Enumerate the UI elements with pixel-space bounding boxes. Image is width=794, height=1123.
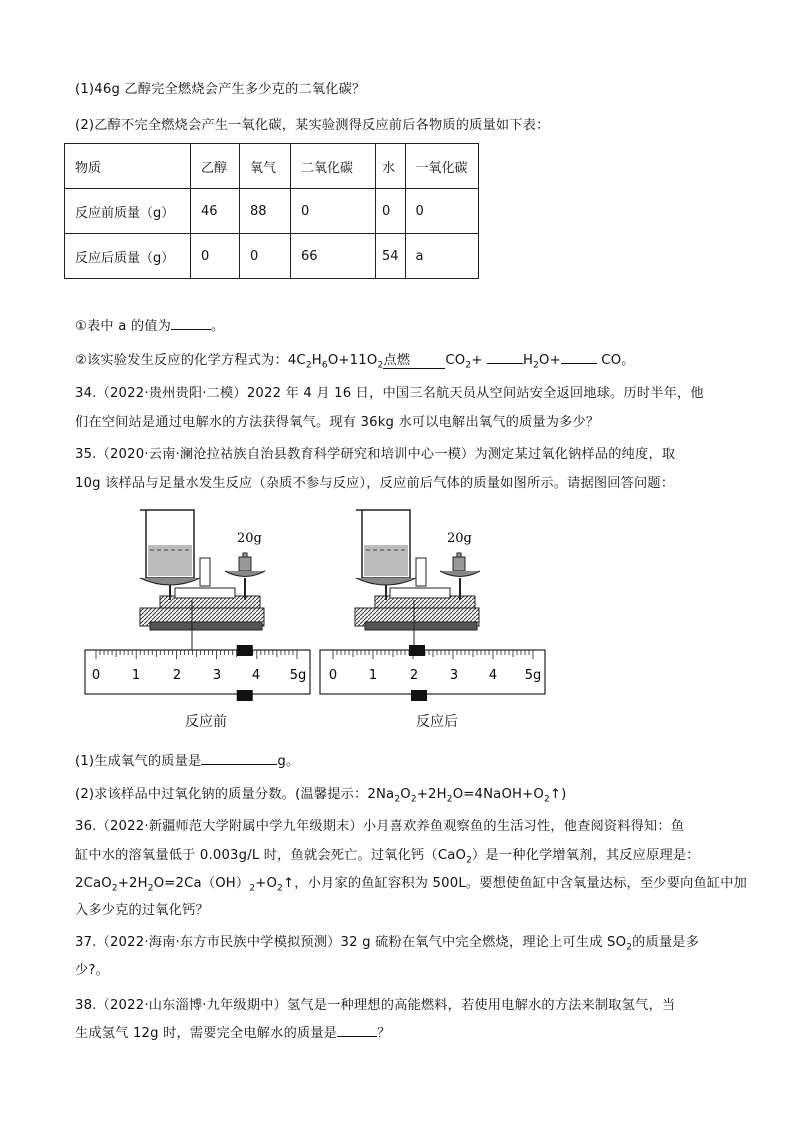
- tick-label: 3: [449, 668, 459, 683]
- question-36-line-1: 36.（2022·新疆师范大学附属中学九年级期末）小月喜欢养鱼观察鱼的生活习性，他查阅资料得知：鱼: [75, 819, 685, 834]
- table-cell: 水: [376, 144, 406, 189]
- question-part-1: (1)46g 乙醇完全燃烧会产生多少克的二氧化碳？: [75, 82, 366, 97]
- beaker-icon: [356, 510, 410, 578]
- table-cell: 一氧化碳: [405, 144, 478, 189]
- sub-question-1: ①表中 a 的值为 。: [75, 319, 225, 334]
- rider-bottom-marker: [411, 690, 427, 701]
- mass-table: [64, 143, 479, 279]
- beaker-icon: [140, 510, 194, 578]
- tick-label: 2: [172, 668, 182, 683]
- question-38-line-2: 生成氢气 12g 时，需要完全电解水的质量是 ？: [75, 1026, 391, 1041]
- tick-label: 0: [91, 668, 101, 683]
- table-cell: 二氧化碳: [291, 144, 376, 189]
- table-cell: a: [405, 234, 478, 279]
- tick-label: 1: [131, 668, 141, 683]
- tick-label: 0: [328, 668, 338, 683]
- table-cell: 46: [191, 189, 240, 234]
- tick-label: 2: [409, 668, 419, 683]
- tick-label: 3: [212, 668, 222, 683]
- table-cell: 反应后质量（g）: [65, 234, 191, 279]
- weight-icon: [239, 557, 251, 571]
- tick-label: 5g: [524, 668, 542, 683]
- question-35-part-1: (1)生成氧气的质量是 g。: [75, 754, 300, 769]
- table-cell: 物质: [65, 144, 191, 189]
- question-part-2: (2)乙醇不完全燃烧会产生一氧化碳，某实验测得反应前后各物质的质量如下表：: [75, 118, 550, 133]
- question-35-line-1: 35.（2020·云南·澜沧拉祜族自治县教育科学研究和培训中心一模）为测定某过氧化钠样品的纯度，取: [75, 447, 676, 462]
- sub-question-2-equation: ②该实验发生反应的化学方程式为：$4C_2H_6O+11O_2$点燃 $CO_2+ H_2O+$ CO。: [75, 349, 635, 371]
- table-header-row: [65, 144, 479, 189]
- question-37-line-2: 少?。: [75, 963, 109, 978]
- scale-ruler-before: [85, 645, 310, 701]
- reaction-condition: 点燃: [383, 349, 445, 369]
- question-37-line-1: 37.（2022·海南·东方市民族中学模拟预测）32 g 硫粉在氧气中完全燃烧，理论上可生成 $SO_2$的质量是多: [75, 935, 700, 953]
- scale-ruler-after: [320, 645, 545, 701]
- table-cell: 54: [376, 234, 406, 279]
- question-34-line-1: 34.（2022·贵州贵阳·二模）2022 年 4 月 16 日，中国三名航天员从空间站安全返回地球。历时半年，他: [75, 386, 704, 401]
- question-35-part-2: (2)求该样品中过氧化钠的质量分数。(温馨提示：$2Na_2O_2+2H_2O=4NaOH+O_2↑$): [75, 787, 567, 805]
- tick-label: 4: [251, 668, 261, 683]
- question-36-line-3: $2CaO_2+2H_2O=2Ca(OH)_2+O_2↑$，小月家的鱼缸容积为 500L。要想使鱼缸中含氧量达标，至少要向鱼缸中加: [75, 876, 748, 894]
- table-cell: 氧气: [240, 144, 291, 189]
- table-cell: 0: [240, 234, 291, 279]
- tick-label: 4: [488, 668, 498, 683]
- table-cell: 88: [240, 189, 291, 234]
- rider-top-marker: [237, 645, 253, 656]
- question-36-line-2: 缸中水的溶氧量低于 0.003g/L 时，鱼就会死亡。过氧化钙（CaO$_2$）是一种化学增氧剂，其反应原理是：: [75, 848, 700, 866]
- table-cell: 66: [291, 234, 376, 279]
- caption-after: 反应后: [416, 714, 458, 730]
- table-cell: 0: [405, 189, 478, 234]
- table-cell: 反应前质量（g）: [65, 189, 191, 234]
- table-cell: 0: [376, 189, 406, 234]
- weight-label: 20g: [237, 531, 262, 546]
- balance-figure: [0, 500, 794, 740]
- tick-label: 1: [368, 668, 378, 683]
- question-36-line-4: 入多少克的过氧化钙？: [75, 903, 209, 918]
- balance-before: [140, 510, 265, 660]
- tick-label: 5g: [289, 668, 307, 683]
- table-cell: 乙醇: [191, 144, 240, 189]
- balance-after: [355, 510, 480, 650]
- table-cell: 0: [191, 234, 240, 279]
- weight-icon: [453, 557, 465, 571]
- rider-top-marker: [409, 645, 425, 656]
- table-row: [65, 234, 479, 279]
- rider-bottom-marker: [237, 690, 253, 701]
- caption-before: 反应前: [185, 714, 227, 730]
- table-row: [65, 189, 479, 234]
- weight-label: 20g: [447, 531, 472, 546]
- question-38-line-1: 38.（2022·山东淄博·九年级期中）氢气是一种理想的高能燃料，若使用电解水的方法来制取氢气，当: [75, 998, 676, 1013]
- question-35-line-2: 10g 该样品与足量水发生反应（杂质不参与反应），反应前后气体的质量如图所示。请据图回答问题：: [75, 476, 675, 491]
- question-34-line-2: 们在空间站是通过电解水的方法获得氧气。现有 36kg 水可以电解出氧气的质量为多少？: [75, 415, 600, 430]
- table-cell: 0: [291, 189, 376, 234]
